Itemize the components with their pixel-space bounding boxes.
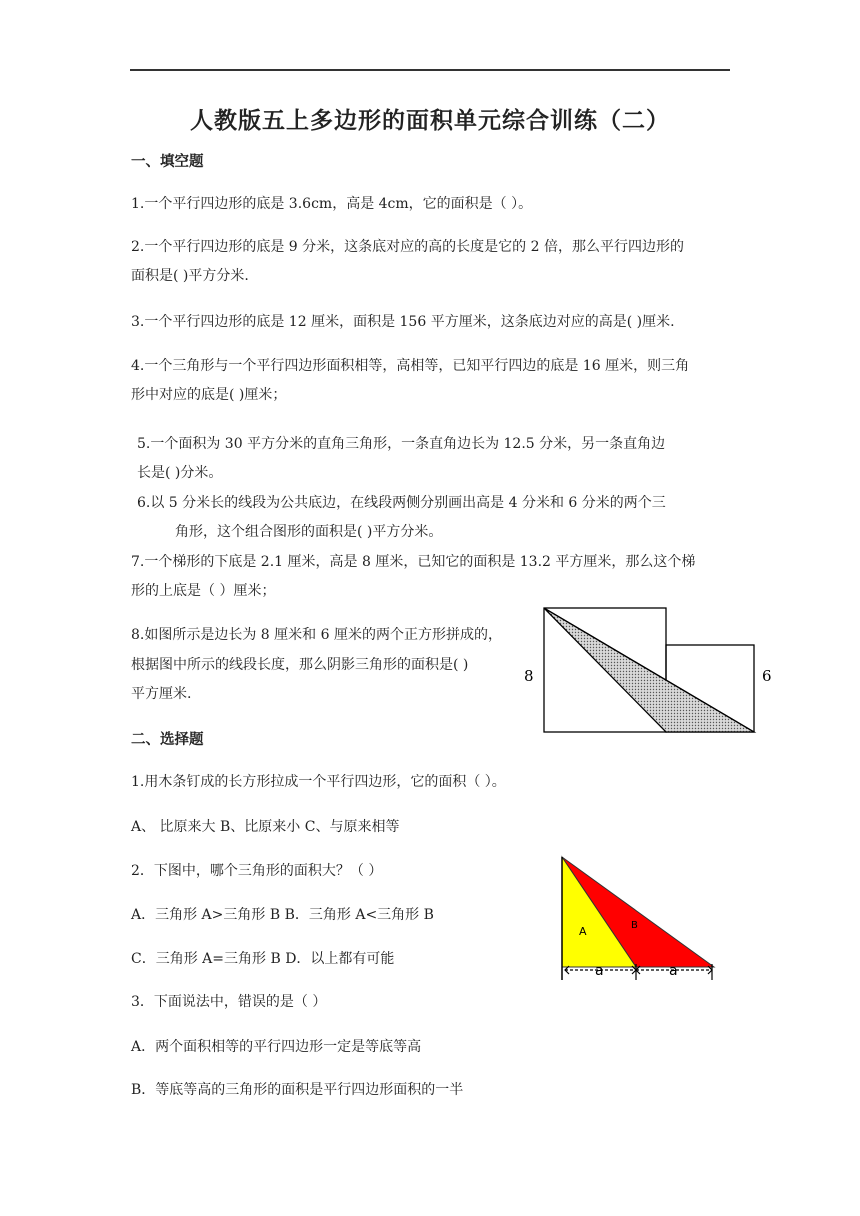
question-line: 3.一个平行四边形的底是 12 厘米，面积是 156 平方厘米，这条底边对应的高是( )厘米. — [131, 314, 675, 330]
answer-options: A．三角形 A>三角形 B B．三角形 A<三角形 B — [131, 907, 434, 923]
answer-option: B．等底等高的三角形的面积是平行四边形面积的一半 — [131, 1082, 464, 1098]
question-line: 1.用木条钉成的长方形拉成一个平行四边形，它的面积（ ）。 — [131, 774, 506, 790]
answer-options: C．三角形 A=三角形 B D．以上都有可能 — [131, 951, 395, 967]
triangles-figure — [557, 852, 719, 984]
question-line: 3．下面说法中，错误的是（ ） — [131, 994, 327, 1010]
question-line: 7.一个梯形的下底是 2.1 厘米，高是 8 厘米，已知它的面积是 13.2 平方厘米，那么这个梯 — [131, 554, 696, 570]
triangle-a-label: A — [579, 925, 587, 938]
base-label-a1: a — [595, 963, 604, 979]
triangle-b-label: B — [631, 920, 638, 931]
side-label-8: 8 — [524, 667, 534, 685]
answer-options: A、 比原来大 B、比原来小 C、与原来相等 — [131, 819, 400, 835]
question-line: 角形，这个组合图形的面积是( )平方分米。 — [175, 524, 443, 540]
question-line: 形的上底是（ ）厘米； — [131, 583, 276, 599]
side-label-6: 6 — [762, 667, 772, 685]
question-line: 长是( )分米。 — [137, 465, 223, 481]
question-line: 6.以 5 分米长的线段为公共底边，在线段两侧分别画出高是 4 分米和 6 分米的两个三 — [137, 495, 666, 511]
base-label-a2: a — [669, 963, 678, 979]
question-line: 2．下图中，哪个三角形的面积大？（ ） — [131, 863, 383, 879]
question-line: 8.如图所示是边长为 8 厘米和 6 厘米的两个正方形拼成的， — [131, 627, 502, 643]
question-line: 面积是( )平方分米. — [131, 268, 249, 284]
two-squares-figure — [520, 604, 780, 738]
question-line: 1.一个平行四边形的底是 3.6cm，高是 4cm，它的面积是（ ）。 — [131, 196, 533, 212]
question-line: 4.一个三角形与一个平行四边形面积相等，高相等，已知平行四边的底是 16 厘米，则三角 — [131, 358, 690, 374]
answer-option: A．两个面积相等的平行四边形一定是等底等高 — [131, 1039, 422, 1055]
question-line: 形中对应的底是( )厘米； — [131, 387, 287, 403]
section-heading-fill: 一、填空题 — [131, 154, 204, 170]
question-line: 2.一个平行四边形的底是 9 分米，这条底对应的高的长度是它的 2 倍，那么平行四边形的 — [131, 239, 684, 255]
page-title: 人教版五上多边形的面积单元综合训练（二） — [190, 108, 670, 134]
header-rule — [130, 69, 730, 71]
section-heading-choice: 二、选择题 — [131, 732, 204, 748]
question-line: 平方厘米. — [131, 686, 192, 702]
question-line: 5.一个面积为 30 平方分米的直角三角形，一条直角边长为 12.5 分米，另一条直角边 — [137, 436, 666, 452]
question-line: 根据图中所示的线段长度，那么阴影三角形的面积是( ) — [131, 657, 469, 673]
